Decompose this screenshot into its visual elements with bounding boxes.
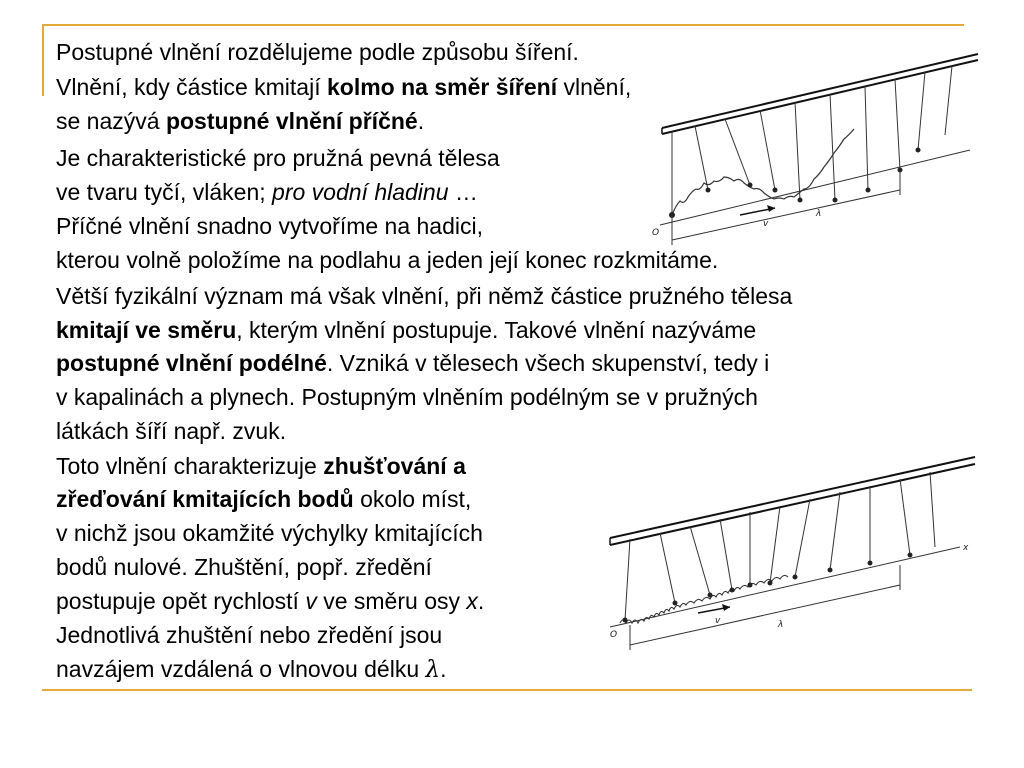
p3-line4 <box>56 382 758 412</box>
p3-line2-bold: kmitají ve směru <box>56 317 237 343</box>
longitudinal-origin-label: O <box>610 630 618 640</box>
bottom-rule <box>42 689 972 691</box>
p4-line7-text-a: navzájem vzdálená o vlnovou délku <box>56 656 426 682</box>
p3-line3 <box>56 348 769 378</box>
p1-line2-text-c: vlnění, <box>557 74 632 100</box>
p4-line7-text-c: . <box>440 656 447 682</box>
p4-line5-italic-x: x <box>466 588 478 614</box>
p2-line2-italic: pro vodní hladinu <box>272 179 449 205</box>
p4-line1 <box>56 451 466 481</box>
p4-line2-text: okolo míst, <box>353 486 472 512</box>
p3-line5-text: látkách šíří např. zvuk. <box>56 418 287 444</box>
p4-line5 <box>56 586 484 616</box>
transverse-origin-label: O <box>652 228 660 238</box>
p2-line3-text: Příčné vlnění snadno vytvoříme na hadici, <box>56 213 484 239</box>
transverse-wavelength-label: λ <box>816 209 822 219</box>
p4-line5-text-e: . <box>477 588 485 614</box>
p2-line1 <box>56 143 500 173</box>
p3-line3-bold: postupné vlnění podélné <box>56 350 327 376</box>
p4-line3-text: v nichž jsou okamžité výchylky kmitajících <box>56 520 483 546</box>
p3-line2 <box>56 315 756 345</box>
p4-line4 <box>56 552 432 582</box>
longitudinal-axis-label: x <box>963 543 969 553</box>
p4-line3 <box>56 518 483 548</box>
p1-line2-bold: kolmo na směr šíření <box>327 74 558 100</box>
p2-line1-text: Je charakteristické pro pružná pevná tělesa <box>56 145 500 171</box>
p3-line5 <box>56 416 286 446</box>
top-rule <box>42 24 964 26</box>
p4-line5-text-a: postupuje opět rychlostí <box>56 588 306 614</box>
p2-line2 <box>56 177 478 207</box>
p3-line4-text: v kapalinách a plynech. Postupným vlněním podélným se v pružných <box>56 384 758 410</box>
p4-line6-text: Jednotlivá zhuštění nebo zředění jsou <box>56 622 443 648</box>
p3-line2-text: , kterým vlnění postupuje. Takové vlnění nazýváme <box>236 317 757 343</box>
p1-line3-bold: postupné vlnění příčné <box>165 108 418 134</box>
longitudinal-velocity-label: v <box>715 616 721 626</box>
p3-line3-text: . Vzniká v tělesech všech skupenství, tedy i <box>326 350 770 376</box>
p4-line1-bold: zhušťování a <box>323 453 466 479</box>
longitudinal-wavelength-label: λ <box>778 620 784 630</box>
p3-line1 <box>56 281 792 311</box>
p4-line4-text: bodů nulové. Zhuštění, popř. zředění <box>56 554 432 580</box>
p2-line2-text-c: … <box>448 179 478 205</box>
p4-line6 <box>56 620 442 650</box>
p3-line1-text: Větší fyzikální význam má však vlnění, při němž částice pružného tělesa <box>56 283 793 309</box>
p1-line3-text-c: . <box>417 108 425 134</box>
p1-line2-text-a: Vlnění, kdy částice kmitají <box>56 74 327 100</box>
transverse-velocity-label: v <box>763 219 769 229</box>
p4-line2 <box>56 484 471 514</box>
p4-line2-bold: zřeďování kmitajících bodů <box>56 486 354 512</box>
p2-line4 <box>56 245 718 275</box>
p2-line3 <box>56 211 483 241</box>
p1-line2 <box>56 72 631 102</box>
p1-line3 <box>56 106 424 136</box>
transverse-wave-figure <box>600 40 980 250</box>
left-rule <box>42 24 44 96</box>
p2-line2-text-a: ve tvaru tyčí, vláken; <box>56 179 273 205</box>
p4-line5-italic-v: v <box>305 588 317 614</box>
p1-line3-text-a: se nazývá <box>56 108 166 134</box>
p1-line1-text: Postupné vlnění rozdělujeme podle způsobu šíření. <box>56 39 579 65</box>
p4-line7 <box>56 654 446 685</box>
longitudinal-wave-figure <box>590 455 980 650</box>
p2-line4-text: kterou volně položíme na podlahu a jeden její konec rozkmitáme. <box>56 247 719 273</box>
p4-line5-text-c: ve směru osy <box>316 588 467 614</box>
p4-line1-text: Toto vlnění charakterizuje <box>56 453 324 479</box>
p1-line1 <box>56 37 579 67</box>
lambda-symbol: λ <box>425 657 441 683</box>
